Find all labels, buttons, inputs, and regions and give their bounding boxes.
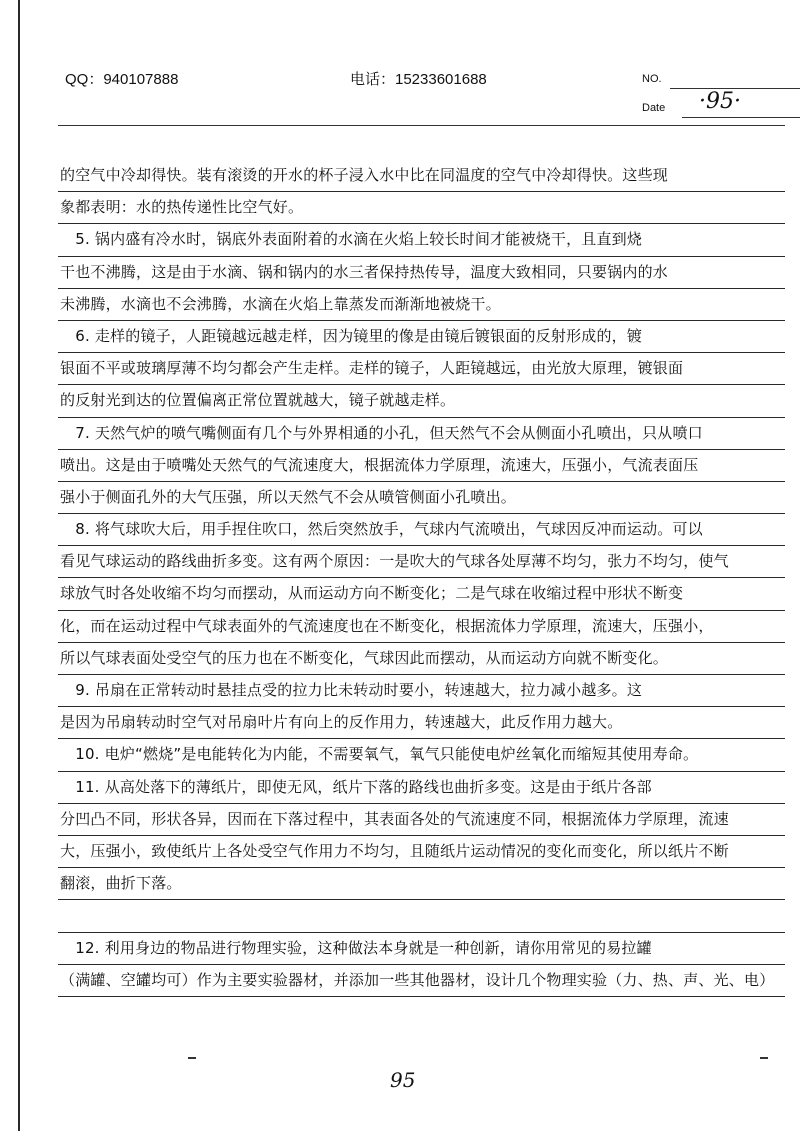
ruled-text-line: 翻滚，曲折下落。 [58,868,785,900]
ruled-text-line: （满罐、空罐均可）作为主要实验器材，并添加一些其他器材，设计几个物理实验（力、热、声、光、电） [58,965,785,997]
ruled-text-line: 球放气时各处收缩不均匀而摆动，从而运动方向不断变化；二是气球在收缩过程中形状不断变 [58,578,785,610]
page-header [65,65,770,125]
ruled-text-line: 所以气球表面处受空气的压力也在不断变化，气球因此而摆动，从而运动方向就不断变化。 [58,643,785,675]
date-field-line [682,117,800,118]
ruled-text-line: 7. 天然气炉的喷气嘴侧面有几个与外界相通的小孔，但天然气不会从侧面小孔喷出，只从喷口 [58,418,785,450]
ruled-text-line: 化，而在运动过程中气球表面外的气流速度也在不断变化，根据流体力学原理，流速大，压强小， [58,611,785,643]
handwritten-text-body [58,160,785,997]
left-margin-rule [18,0,20,1131]
ruled-text-line: 象都表明：水的热传递性比空气好。 [58,192,785,224]
ruled-text-line: 的反射光到达的位置偏离正常位置就越大，镜子就越走样。 [58,385,785,417]
date-handwritten-value: ·95· [699,89,741,114]
footer-mark-right [760,1057,768,1059]
number-label: NO. [642,73,662,85]
ruled-text-line: 干也不沸腾，这是由于水滴、锅和锅内的水三者保持热传导，温度大致相同，只要锅内的水 [58,257,785,289]
ruled-text-line: 分凹凸不同，形状各异，因而在下落过程中，其表面各处的气流速度不同，根据流体力学原理，流速 [58,804,785,836]
ruled-text-line: 5. 锅内盛有冷水时，锅底外表面附着的水滴在火焰上较长时间才能被烧干，且直到烧 [58,224,785,256]
ruled-text-line: 银面不平或玻璃厚薄不均匀都会产生走样。走样的镜子，人距镜越远，由光放大原理，镀银面 [58,353,785,385]
phone-contact: 电话：15233601688 [350,71,487,88]
ruled-text-line: 11. 从高处落下的薄纸片，即使无风，纸片下落的路线也曲折多变。这是由于纸片各部 [58,772,785,804]
ruled-text-line: 10. 电炉“燃烧”是电能转化为内能，不需要氧气，氧气只能使电炉丝氧化而缩短其使用寿命。 [58,739,785,771]
date-label: Date [642,102,666,114]
ruled-text-line: 9. 吊扇在正常转动时悬挂点受的拉力比未转动时要小，转速越大，拉力减小越多。这 [58,675,785,707]
footer-mark-left [188,1057,196,1059]
ruled-text-line: 6. 走样的镜子，人距镜越远越走样，因为镜里的像是由镜后镀银面的反射形成的，镀 [58,321,785,353]
ruled-text-line: 看见气球运动的路线曲折多变。这有两个原因：一是吹大的气球各处厚薄不均匀，张力不均匀，使气 [58,546,785,578]
ruled-text-line: 是因为吊扇转动时空气对吊扇叶片有向上的反作用力，转速越大，此反作用力越大。 [58,707,785,739]
ruled-text-line [58,900,785,932]
page-number: 95 [390,1068,416,1092]
ruled-text-line: 的空气中冷却得快。装有滚烫的开水的杯子浸入水中比在同温度的空气中冷却得快。这些现 [58,160,785,192]
ruled-text-line: 喷出。这是由于喷嘴处天然气的气流速度大，根据流体力学原理，流速大，压强小，气流表面压 [58,450,785,482]
ruled-text-line: 大，压强小，致使纸片上各处受空气作用力不均匀，且随纸片运动情况的变化而变化，所以纸片不断 [58,836,785,868]
ruled-text-line: 8. 将气球吹大后，用手捏住吹口，然后突然放手，气球内气流喷出，气球因反冲而运动。可以 [58,514,785,546]
ruled-text-line: 强小于侧面孔外的大气压强，所以天然气不会从喷管侧面小孔喷出。 [58,482,785,514]
ruled-text-line: 未沸腾，水滴也不会沸腾，水滴在火焰上靠蒸发而渐渐地被烧干。 [58,289,785,321]
header-divider [58,125,785,126]
qq-contact: QQ：940107888 [65,71,179,88]
ruled-text-line: 12. 利用身边的物品进行物理实验，这种做法本身就是一种创新，请你用常见的易拉罐 [58,933,785,965]
